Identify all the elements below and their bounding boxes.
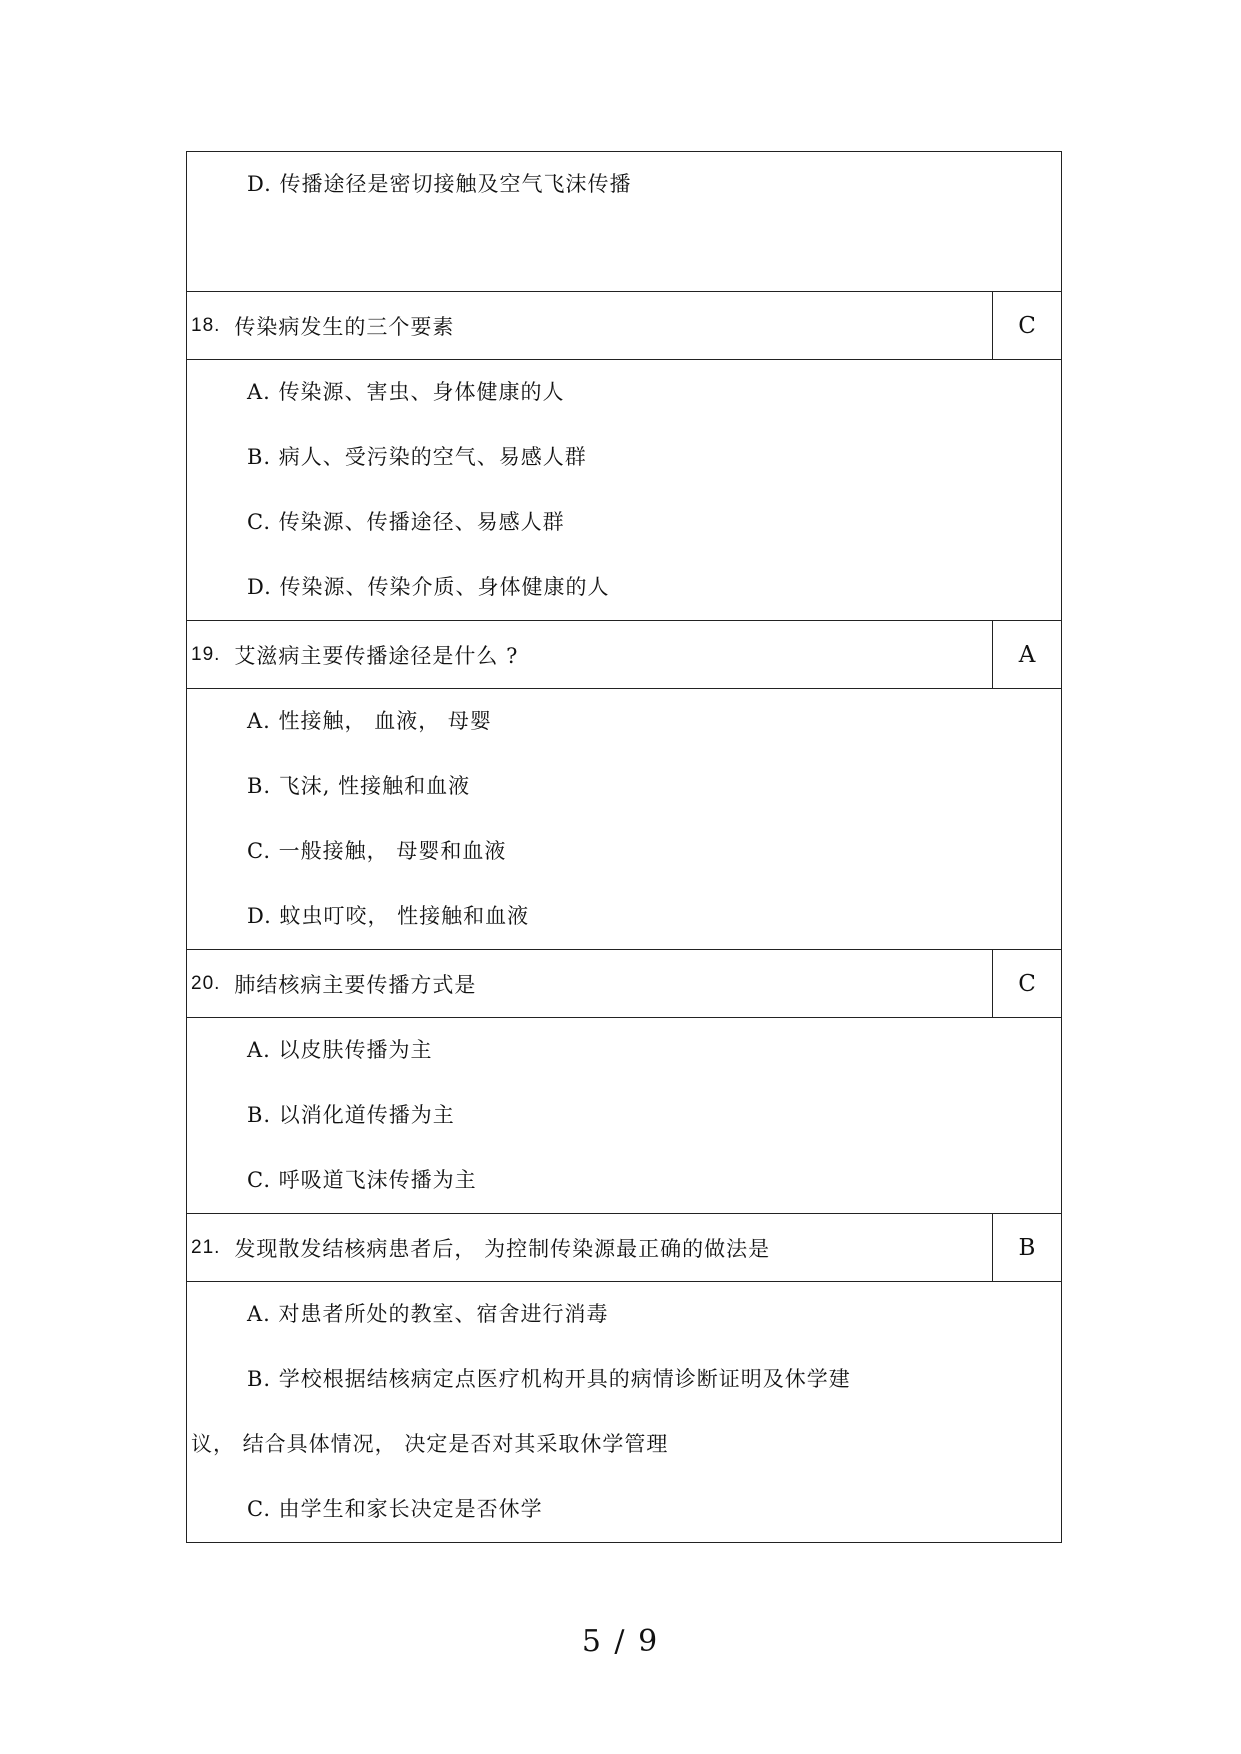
question-row-20 [187, 950, 1062, 1018]
option-a: A. 性接触， 血液， 母婴 [247, 709, 492, 733]
option-d: D. 蚊虫叮咬， 性接触和血液 [247, 904, 530, 928]
question-number: 20. [191, 972, 221, 994]
answer-cell [993, 621, 1062, 689]
answer-letter: C [1018, 312, 1036, 339]
option-b: B. 病人、受污染的空气、易感人群 [247, 445, 587, 469]
answer-letter: C [1018, 970, 1036, 997]
question-text: 传染病发生的三个要素 [234, 314, 455, 339]
options-cell [187, 1018, 1062, 1214]
option-a: A. 以皮肤传播为主 [247, 1038, 433, 1062]
question-cell [187, 1214, 993, 1282]
options-row-20 [187, 1018, 1062, 1214]
question-cell [187, 621, 993, 689]
answer-cell [993, 1214, 1062, 1282]
option-c: C. 传染源、传播途径、易感人群 [247, 510, 565, 534]
page-number: 5 / 9 [581, 1624, 660, 1659]
question-row-19 [187, 621, 1062, 689]
option-b-continued: 议， 结合具体情况， 决定是否对其采取休学管理 [191, 1432, 669, 1456]
option-d: D. 传染源、传染介质、身体健康的人 [247, 575, 610, 599]
options-cell [187, 1282, 1062, 1543]
option-c: C. 一般接触， 母婴和血液 [247, 839, 507, 863]
question-row-18 [187, 292, 1062, 360]
answer-cell [993, 292, 1062, 360]
question-number: 18. [191, 314, 221, 336]
question-cell [187, 950, 993, 1018]
blank-space [187, 217, 1061, 291]
option-c: C. 呼吸道飞沫传播为主 [247, 1168, 477, 1192]
options-row-19 [187, 689, 1062, 950]
option-a: A. 传染源、害虫、身体健康的人 [247, 380, 565, 404]
question-number: 21. [191, 1236, 221, 1258]
question-text: 肺结核病主要传播方式是 [234, 972, 477, 997]
question-number: 19. [191, 643, 221, 665]
continuation-options-cell [187, 152, 1062, 292]
question-row-21 [187, 1214, 1062, 1282]
answer-letter: B [1018, 1234, 1036, 1261]
answer-letter: A [1018, 641, 1036, 668]
option-b: B. 以消化道传播为主 [247, 1103, 455, 1127]
option-b: B. 学校根据结核病定点医疗机构开具的病情诊断证明及休学建 [247, 1367, 851, 1391]
options-cell [187, 360, 1062, 621]
options-cell [187, 689, 1062, 950]
question-cell [187, 292, 993, 360]
quiz-table [186, 151, 1062, 1543]
question-text: 发现散发结核病患者后， 为控制传染源最正确的做法是 [234, 1236, 771, 1261]
option-d: D. 传播途径是密切接触及空气飞沫传播 [247, 172, 632, 196]
options-row-21 [187, 1282, 1062, 1543]
answer-cell [993, 950, 1062, 1018]
continuation-row [187, 152, 1062, 292]
option-a: A. 对患者所处的教室、宿舍进行消毒 [247, 1302, 609, 1326]
option-c: C. 由学生和家长决定是否休学 [247, 1497, 543, 1521]
options-row-18 [187, 360, 1062, 621]
question-text: 艾滋病主要传播途径是什么 ? [234, 643, 519, 668]
option-b: B. 飞沫, 性接触和血液 [247, 774, 471, 798]
